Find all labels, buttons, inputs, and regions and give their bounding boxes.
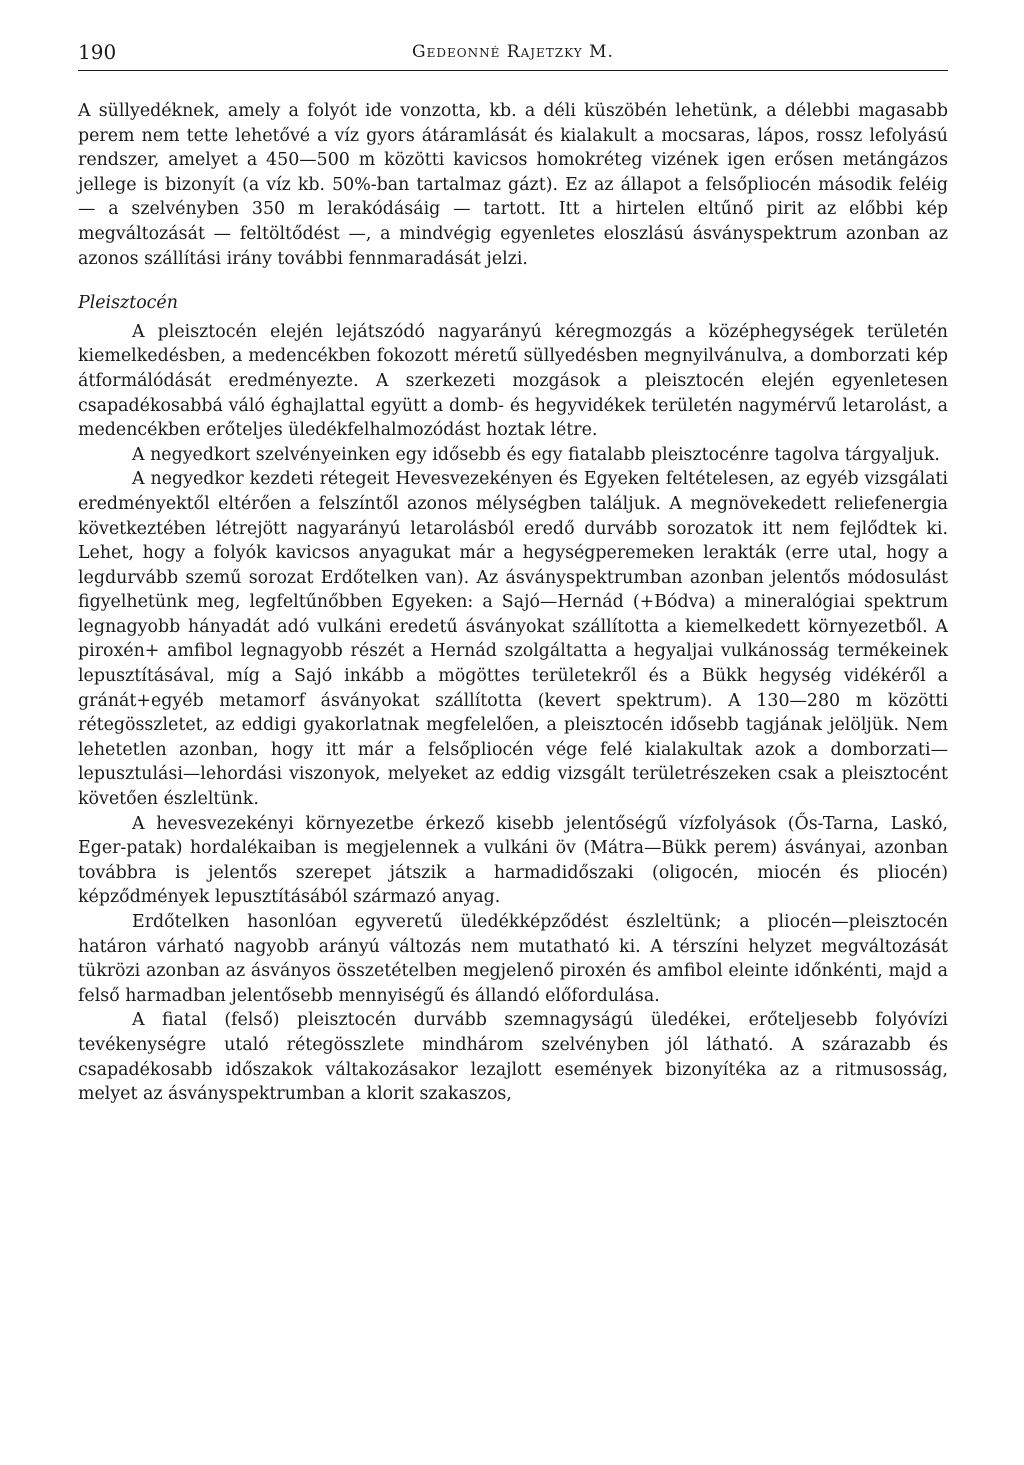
paragraph: A pleisztocén elején lejátszódó nagyarányú kéregmozgás a középhegységek területén kiemelkedésben, a medencékben fokozott méretű süllyedésben megnyilvánulva, a domborzati kép átformálódását eredményezte. A szerkezeti mozgások a pleisztocén elején egyenletesen csapadékosabbá váló éghajlattal együtt a domb- és hegyvidékek területén nagymérvű letarolást, a medencékben erőteljes üledékfelhalmozódást hoztak létre. — [78, 321, 948, 441]
running-title: Gedeonné Rajetzky M. — [412, 42, 614, 62]
paragraph: A fiatal (felső) pleisztocén durvább szemnagyságú üledékei, erőteljesebb folyóvízi tevékenységre utaló rétegösszlete mindhárom szelvényben jól látható. A szárazabb és csapadékosabb időszakok váltakozásakor lezajlott események bizonyítéka az a ritmusosság, melyet az ásványspektrumban a klorit szakaszos, — [78, 1010, 948, 1105]
section-heading: Pleisztocén — [78, 293, 178, 314]
paragraph: Erdőtelken hasonlóan egyveretű üledékképződést észleltünk; a pliocén—pleisztocén határon várható nagyobb arányú változás nem mutatható ki. A térszíni helyzet megváltozását tükrözi azonban az ásványos összetételben megjelenő piroxén és amfibol eleinte időnkénti, majd a felső harmadban jelentősebb mennyiségű és állandó előfordulása. — [78, 912, 948, 1006]
paragraph: A hevesvezekényi környezetbe érkező kisebb jelentőségű vízfolyások (Ős-Tarna, Laskó, Eger-patak) hordalékaiban is megjelennek a vulkáni öv (Mátra—Bükk perem) ásványai, azonban továbbra is jelentős szerepet játszik a harmadidőszaki (oligocén, miocén és pliocén) képződmények lepusztításából származó anyag. — [78, 813, 948, 908]
page — [78, 36, 948, 1107]
paragraph-intro: A süllyedéknek, amely a folyót ide vonzotta, kb. a déli küszöbén lehetünk, a délebbi magasabb perem nem tette lehetővé a víz gyors átáramlását és kialakult a mocsaras, lápos, rossz lefolyású rendszer, amelyet a 450—500 m közötti kavicsos homokréteg vizének igen erősen metángázos jellege is bizonyít (a víz kb. 50%-ban tartalmaz gázt). Ez az állapot a felsőpliocén második feléig — a szelvényben 350 m lerakódásáig — tartott. Itt a hirtelen eltűnő pirit az előbbi kép megváltozását — feltöltődést —, a mindvégig egyenletes eloszlású ásványspektrum azonban az azonos szállítási irány további fennmaradását jelzi. — [78, 101, 948, 269]
paragraph: A negyedkor kezdeti rétegeit Hevesvezekényen és Egyeken feltételesen, az egyéb vizsgálati eredményektől eltérően a felszíntől azonos mélységben találjuk. A megnövekedett reliefenergia következtében létrejött nagyarányú letarolásból eredő durvább sorozatok itt nem fejlődtek ki. Lehet, hogy a folyók kavicsos anyagukat már a hegységperemeken lerakták (erre utal, hogy a legdurvább szemű sorozat Erdőtelken van). Az ásványspektrumban azonban jelentős módosulást figyelhetünk meg, legfeltűnőbben Egyeken: a Sajó—Hernád (+Bódva) a mineralógiai spektrum legnagyobb hányadát adó vulkáni eredetű ásványokat szállította a kiemelkedett környezetből. A piroxén+ amfibol legnagyobb részét a Hernád szolgáltatta a hegyaljai vulkánosság termékeinek lepusztításával, míg a Sajó inkább a mögöttes területekről és a Bükk hegység vidékéről a gránát+egyéb metamorf ásványokat szállította (kevert spektrum). A 130—280 m közötti rétegösszletet, az eddigi gyakorlatnak megfelelően, a pleisztocén idősebb tagjának jelöljük. Nem lehetetlen azonban, hogy itt már a felsőpliocén vége felé kialakultak azok a domborzati—lepusztulási—lehordási viszonyok, melyeket az eddig vizsgált területrészeken csak a pleisztocént követően észleltünk. — [78, 469, 948, 810]
body-text — [78, 99, 948, 1107]
paragraph: A negyedkort szelvényeinken egy idősebb és egy fiatalabb pleisztocénre tagolva tárgyaljuk. — [132, 444, 940, 465]
running-head — [78, 36, 948, 71]
page-number: 190 — [78, 40, 117, 64]
